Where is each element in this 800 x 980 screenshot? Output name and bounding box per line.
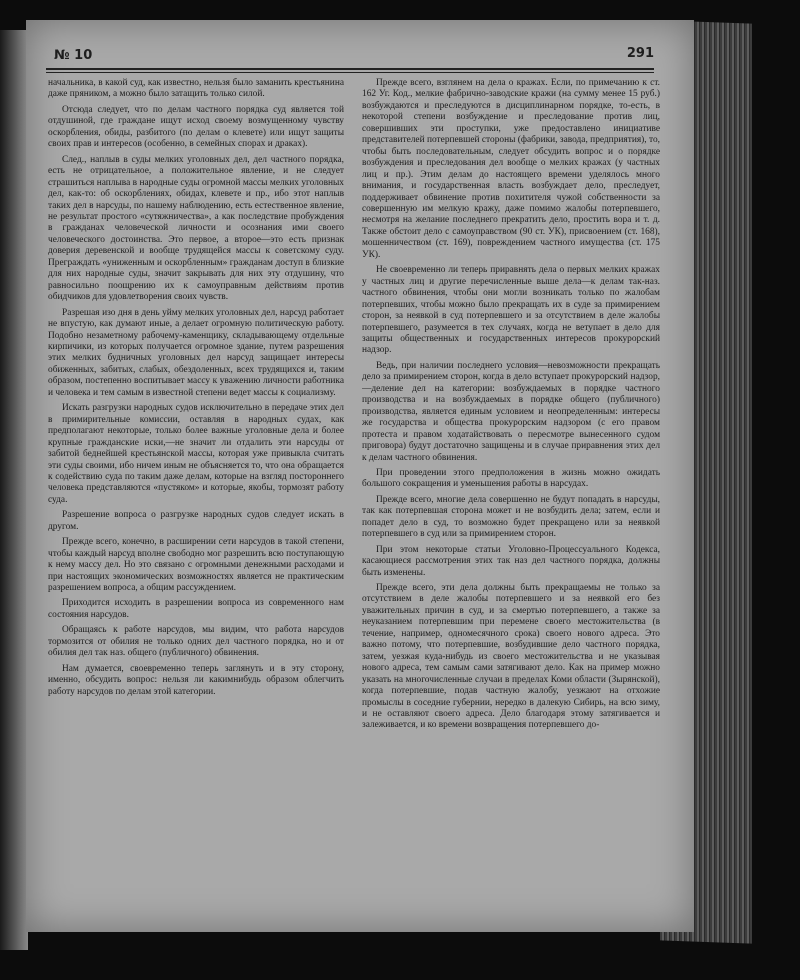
paragraph: Прежде всего, эти дела должны быть прекращаемы не только за отсутствием в деле жалобы потерпевшего и за неявкой его без уважительных причин в суд, и за смертью потерпевшего, а также за неуказанием потерпевшим при перемене своего местожительства (в течение, например, одномесячного срока) своего нового адреса. Это важно потому, что потерпевшие, возбудившие дело частного порядка, затем, уезжая куда-нибудь из своего местожительства и не указывая нового адреса, тем самым сами затягивают дело. Как на пример можно указать на многочисленные случаи в пределах Коми области (Зырянской), когда потерпевшие, подав частную жалобу, уезжают на отхожие промыслы в соседние губернии, нередко в далекую Сибирь, на всю зиму, и не оставляют своего адреса. Дело благодаря этому затягивается и залеживается, и ко времени возвращения потерпевшего до- [362, 583, 660, 731]
paragraph: Прежде всего, взглянем на дела о кражах. Если, по примечанию к ст. 162 Уг. Код., мелкие фабрично-заводские кражи (на сумму менее 15 руб.) возбуждаются и преследуются в дисциплинарном порядке, то-есть, в некоторой степени возбуждение и преследование против лиц, совершивших эти проступки, уже предоставлено инициативе представителей потерпевшей стороны (фабрики, завода, предприятия), то, чтобы быть последовательным, следует обсудить вопрос и о порядке возбуждения и преследования дел вообще о мелких кражах (у частных лиц и пр.). Этим делам до настоящего времени уделялось много внимания, и государственная власть возбуждает дело, преследует, поддерживает обвинение против похитителя чужой собственности за совершенную им мелкую кражу, даже помимо жалобы потерпевшего, несмотря на желание последнего прекратить дело, простить вора и т. д. Также обстоит дело с самоуправством (90 ст. УК), присвоением (ст. 168), мошенничеством (ст. 169), повреждением частного имущества (ст. 175 УК). [362, 78, 660, 260]
page-header [44, 46, 654, 66]
paragraph: Приходится исходить в разрешении вопроса из современного нам состояния нарсудов. [48, 598, 344, 620]
page-number: 291 [626, 46, 654, 61]
paragraph: Обращаясь к работе нарсудов, мы видим, что работа нарсудов тормозится от обилия не только одних дел частного порядка, но и от обилия дел так наз. общего (публичного) обвинения. [48, 625, 344, 659]
paragraph: Прежде всего, конечно, в расширении сети нарсудов в такой степени, чтобы каждый нарсуд вполне свободно мог разрешить всю поступающую к нему массу дел. Но это связано с огромными денежными расходами и при настоящих экономических возможностях является не практическим разрешением вопроса, а общим рассуждением. [48, 537, 344, 594]
paragraph: Разрешение вопроса о разгрузке народных судов следует искать в другом. [48, 510, 344, 532]
paragraph: Нам думается, своевременно теперь заглянуть и в эту сторону, именно, обсудить вопрос: нельзя ли какимнибудь образом облегчить работу нарсудов по делам этой категории. [48, 663, 344, 697]
right-column [362, 78, 660, 924]
paragraph: начальника, в какой суд, как известно, нельзя было заманить крестьянина даже пряником, а можно было затащить только силой. [48, 78, 344, 100]
paragraph: Разрешая изо дня в день уйму мелких уголовных дел, нарсуд работает не впустую, как думают иные, а делает огромную политическую работу. Подобно незаметному рабочему-каменщику, складывающему отдельные кирпичики, из которых получается огромное здание, путем разрешения этих мелких будничных уголовных дел нарсуд защищает интересы обиженных, забитых, слабых, обездоленных, всех трудящихся и, таким образом, постепенно воспитывает массу к уважению личности работника и человека и тем самым в известной степени ведет массы к социализму. [48, 307, 344, 398]
paragraph: Отсюда следует, что по делам частного порядка суд является той отдушиной, где граждане ищут исход своему возмущенному чувству оскорбления, обиды, разбитого (по делам о клевете) или ищут защиты своих прав и интересов (особенно, в семейных спорах и драках). [48, 104, 344, 150]
paragraph: При этом некоторые статьи Уголовно-Процессуального Кодекса, касающиеся рассмотрения этих так наз дел частного порядка, должны быть изменены. [362, 544, 660, 578]
paragraph: Не своевременно ли теперь приравнять дела о первых мелких кражах у частных лиц и другие перечисленные выше дела—к делам так-наз. частного обвинения, чтобы они могли возникать только по жалобам потерпевших, чтобы можно было прекращать их в суде за примирением сторон, за неявкой в суд потерпевшего и за отсутствием в деле жалобы потерпевшего, разумеется в тех случаях, когда не ветупает в дело для защиты общественных и государственных интересов прокурорский надзор. [362, 265, 660, 356]
paragraph: Прежде всего, многие дела совершенно не будут попадать в нарсуды, так как потерпевшая сторона может и не возбудить дела; затем, если и попадет дело в суд, то возможно будет прекращено или за неявкой потерпевшего в суд или за примирением сторон. [362, 494, 660, 540]
book-left-edge [0, 30, 28, 950]
issue-number: № 10 [54, 48, 93, 63]
paragraph: След., наплыв в суды мелких уголовных дел, дел частного порядка, есть не отрицательное, а положительное явление, и не следует страшиться наплыва в народные суды огромной массы мелких уголовных дел, как-то: об оскорблениях, обидах, клевете и пр., ибо этот наплыв таких дел в нарсуды, по нашему наблюдению, есть естественное явление, не результат простого «сутяжничества», а как последствие пробуждения в гражданах человеческой личности и осознания ими своего человеческого достоинства. Это первое, а второе—это есть признак доверия деревенской и вообще трудящейся массы к советскому суду. Преграждать «униженным и оскорбленным» гражданам доступ в близкие для них народные суды, значит закрывать для них эту отдушину, что равносильно поощрению их к самоуправным действиям против обидчиков для удовлетворения своих чувств. [48, 154, 344, 303]
paragraph: Ведь, при наличии последнего условия—невозможности прекращать дело за примирением сторон, когда в дело вступает прокурорский надзор,—деление дел на категории: возбуждаемых в порядке частного производства и на возбуждаемых в порядке общего (публичного) производства, является единым условием и неопределенным: интересы же государства и общества прокурорским надзором (с его правом протеста и правом ходатайствовать о пересмотре вынесенного судом приговора) будут достаточно защищены и в случае приравнения этих дел к делам частного обвинения. [362, 360, 660, 463]
header-rule [46, 68, 654, 73]
left-column [48, 78, 344, 924]
paragraph: Искать разгрузки народных судов исключительно в передаче этих дел в примирительные комиссии, оставляя в народных судах, как предполагают некоторые, только более важные уголовные дела и более крупные гражданские иски,—не значит ли отдалить эти нарсуды от забитой беднейшей крестьянской массы, которая уже привыкла считать эти суды своими, ибо ничем иным не объясняется то, что она обращается к содействию суда по таким даже делам, которые на взгляд постороннего человека представляются «пустяком» и которые, якобы, тормозят работу суда. [48, 403, 344, 505]
paragraph: При проведении этого предположения в жизнь можно ожидать большого сокращения и уменьшения работы в нарсудах. [362, 467, 660, 490]
journal-page [26, 20, 694, 932]
